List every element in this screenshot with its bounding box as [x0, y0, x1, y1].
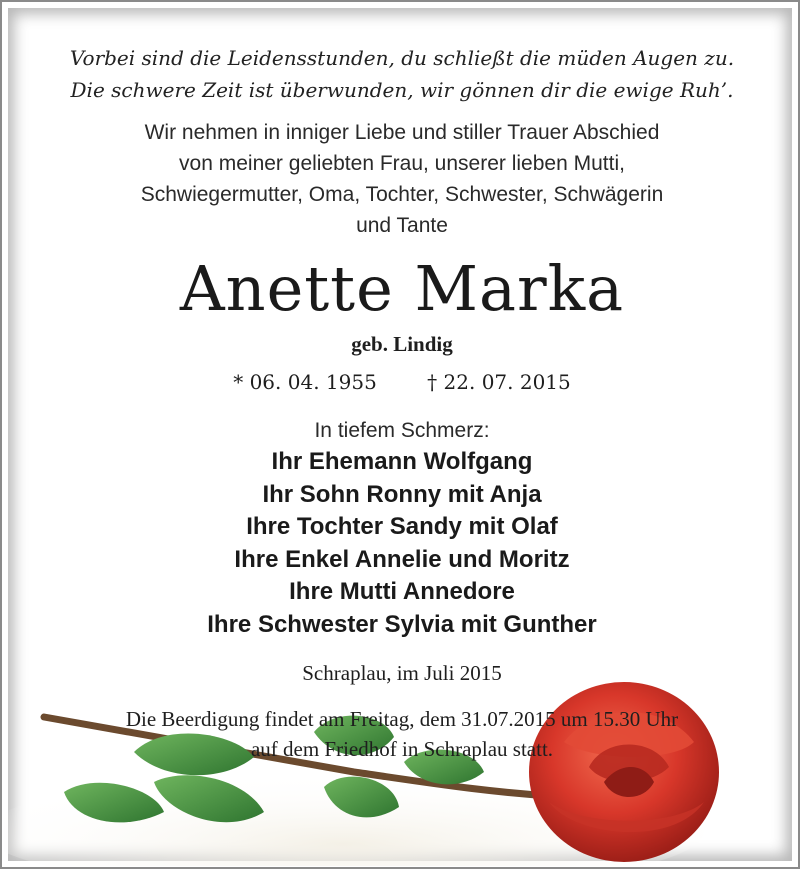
funeral-notice [2, 704, 800, 764]
mourner-name: Ihre Enkel Annelie und Moritz [234, 545, 570, 573]
intro-line: Schwiegermutter, Oma, Tochter, Schwester, Schwägerin [140, 183, 664, 206]
mourner-name: Ihr Sohn Ronny mit Anja [262, 480, 542, 508]
mourner-name: Ihr Ehemann Wolfgang [271, 448, 533, 475]
place-and-date: Schraplau, im Juli 2015 [302, 661, 502, 685]
birth-date: * 06. 04. 1955 [233, 370, 377, 394]
mourner-name: Ihre Schwester Sylvia mit Gunther [207, 610, 597, 638]
birth-name: geb. Lindig [351, 332, 453, 356]
verse-line: Vorbei sind die Leidensstunden, du schließt die müden Augen zu. [69, 46, 735, 70]
life-dates [2, 368, 800, 396]
mourners-list [2, 446, 800, 641]
funeral-line: Die Beerdigung findet am Freitag, dem 31.07.2015 um 15.30 Uhr [125, 707, 679, 731]
mourner-name: Ihre Mutti Annedore [289, 578, 515, 605]
intro-line: von meiner geliebten Frau, unserer lieben Mutti, [179, 152, 625, 175]
rose-illustration [4, 662, 798, 866]
mourners-heading: In tiefem Schmerz: [314, 419, 490, 442]
memorial-verse [2, 42, 800, 106]
deceased-name: Anette Marka [179, 252, 625, 325]
verse-line: Die schwere Zeit ist überwunden, wir gönnen dir die ewige Ruh’. [70, 78, 734, 102]
funeral-line: auf dem Friedhof in Schraplau statt. [250, 737, 554, 761]
intro-line: Wir nehmen in inniger Liebe und stiller Trauer Abschied [144, 121, 660, 144]
intro-line: und Tante [356, 214, 448, 237]
farewell-intro [2, 117, 800, 241]
death-date: † 22. 07. 2015 [427, 370, 571, 394]
mourner-name: Ihre Tochter Sandy mit Olaf [246, 513, 558, 540]
